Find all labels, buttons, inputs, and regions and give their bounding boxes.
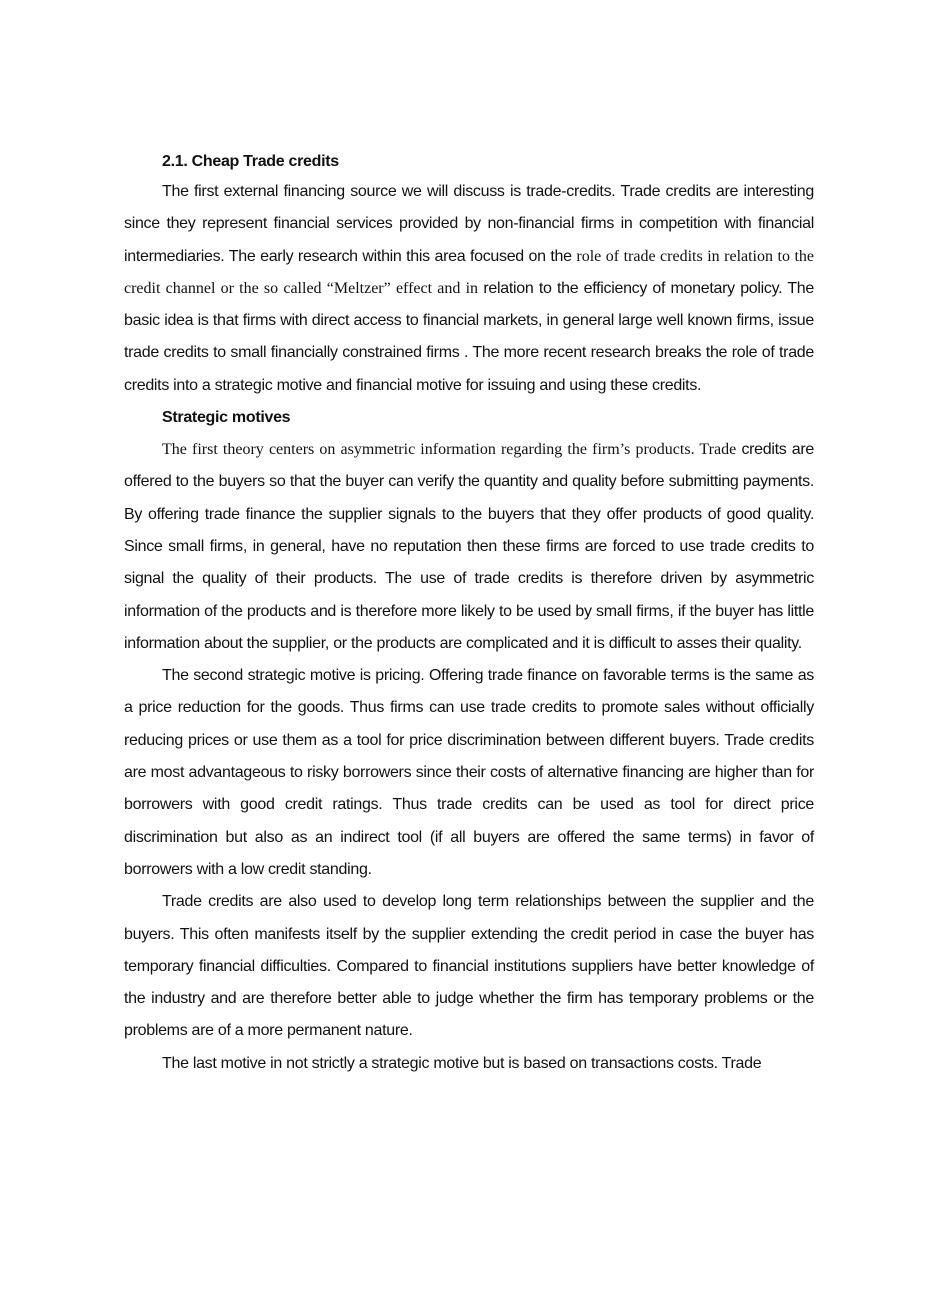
p1-text: credits are offered to the buyers so that the buyer can verify the quantity and quality before submitting payments. By offering trade finance the supplier signals to the buyers that they offer products of good quality. Since small firms, in general, have no reputation then these firms are forced to use trade credits to signal the quality of their products. The use of trade credits is therefore driven by asymmetric information of the products and is therefore more likely to be used by small firms, if the buyer has little information about the supplier, or the products are complicated and it is difficult to asses their quality. bbox=[124, 441, 814, 652]
asymmetric-info-paragraph bbox=[124, 434, 814, 660]
transaction-costs-paragraph: The last motive in not strictly a strategic motive but is based on transactions costs. Trade bbox=[162, 1054, 762, 1072]
intro-text-1: The first external financing source we will discuss is trade-credits. Trade credits are interesting since they represent financial services provided by non-financial firms in competition with financial intermediaries. The early research within this area focused on the bbox=[124, 183, 814, 265]
relationships-paragraph: Trade credits are also used to develop long term relationships between the supplier and the buyers. This often manifests itself by the supplier extending the credit period in case the buyer has temporary financial difficulties. Compared to financial institutions suppliers have better knowledge of the industry and are therefore better able to judge whether the firm has temporary problems or the problems are of a more permanent nature. bbox=[124, 893, 814, 1040]
intro-paragraph bbox=[124, 176, 814, 402]
strategic-motives-subheading: Strategic motives bbox=[162, 409, 291, 427]
intro-text-serif: role of trade credits in relation to the credit channel or the so called “Meltzer” effect and in bbox=[124, 247, 814, 297]
pricing-paragraph: The second strategic motive is pricing. Offering trade finance on favorable terms is the same as a price reduction for the goods. Thus firms can use trade credits to promote sales without officially reducing prices or use them as a tool for price discrimination between different buyers. Trade credits are most advantageous to risky borrowers since their costs of alternative financing are higher than for borrowers with good credit ratings. Thus trade credits can be used as tool for direct price discrimination but also as an indirect tool (if all buyers are offered the same terms) in favor of borrowers with a low credit standing. bbox=[124, 667, 814, 878]
section-heading: 2.1. Cheap Trade credits bbox=[162, 153, 339, 170]
p1-text-serif: The first theory centers on asymmetric information regarding the firm’s products. Trade bbox=[162, 441, 737, 459]
intro-text-3: relation to the efficiency of monetary policy. The basic idea is that firms with direct access to financial markets, in general large well known firms, issue trade credits to small financially constrained firms . The more recent research breaks the role of trade credits into a strategic motive and financial motive for issuing and using these credits. bbox=[124, 279, 814, 394]
document-page bbox=[124, 148, 814, 1080]
